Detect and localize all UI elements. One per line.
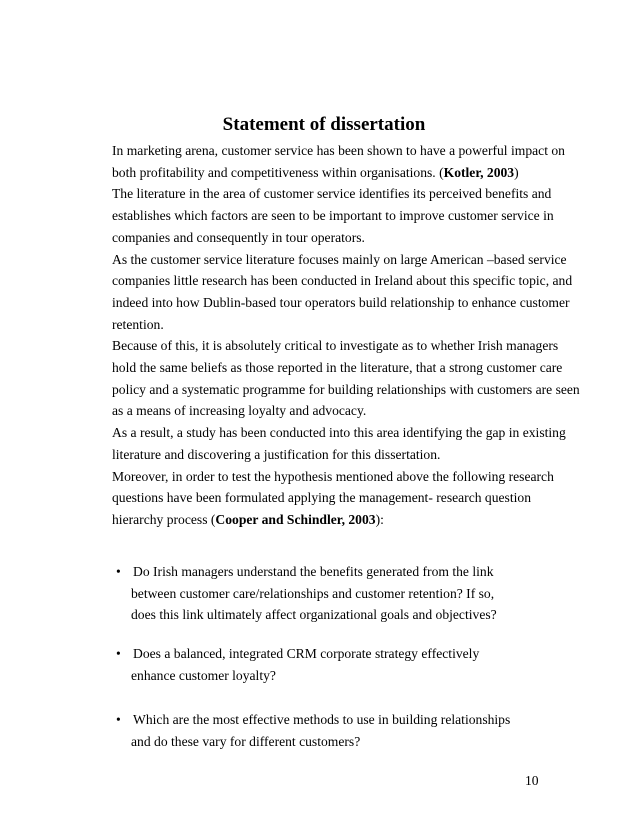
paragraph-2-line-2: establishes which factors are seen to be important to improve customer service in (112, 208, 554, 224)
question-3-line-1: Which are the most effective methods to use in building relationships (133, 712, 511, 727)
paragraph-3-line-1: As the customer service literature focuses mainly on large American –based service (112, 251, 567, 267)
page-title: Statement of dissertation (222, 114, 426, 135)
paragraph-1-line-1: In marketing arena, customer service has been shown to have a powerful impact on (112, 143, 565, 158)
paragraph-6-line-2: questions have been formulated applying the management- research question (112, 490, 531, 506)
bullet-icon: • (116, 712, 121, 727)
bullet-icon: • (116, 564, 121, 579)
paragraph-4-line-2: hold the same beliefs as those reported in the literature, that a strong customer care (112, 360, 563, 376)
question-2 (112, 643, 572, 686)
bullet-icon: • (116, 646, 121, 661)
paragraph-2-line-3: companies and consequently in tour operators. (112, 229, 365, 245)
citation-kotler: Kotler, 2003 (443, 164, 515, 180)
citation-cooper-schindler: Cooper and Schindler, 2003 (215, 511, 376, 527)
question-1-line-2: between customer care/relationships and customer retention? If so, (131, 585, 495, 601)
paragraph-4-line-4: as a means of increasing loyalty and advocacy. (112, 403, 367, 419)
paragraph-3-line-2: companies little research has been conducted in Ireland about this specific topic, and (112, 273, 573, 289)
paragraph-5-line-1: As a result, a study has been conducted into this area identifying the gap in existing (112, 425, 566, 441)
paragraph-3-line-4: retention. (112, 316, 164, 332)
paragraph-6-line-3 (112, 509, 562, 531)
page-number: 10 (525, 773, 539, 788)
paragraph-1-text: both profitability and competitiveness within organisations. ( (112, 164, 444, 180)
question-1 (112, 561, 572, 626)
paragraph-4-line-3: policy and a systematic programme for building relationships with customers are seen (112, 381, 580, 397)
question-1-line-3: does this link ultimately affect organizational goals and objectives? (131, 607, 497, 623)
question-1-line-1: Do Irish managers understand the benefits generated from the link (133, 564, 494, 579)
paragraph-3-line-3: indeed into how Dublin-based tour operators build relationship to enhance customer (112, 294, 570, 310)
question-3-line-2: and do these vary for different customers? (131, 733, 361, 749)
paragraph-6-line-1: Moreover, in order to test the hypothesis mentioned above the following research (112, 468, 554, 484)
body-text (112, 140, 580, 531)
question-2-line-1: Does a balanced, integrated CRM corporate strategy effectively (133, 646, 480, 661)
paragraph-1-line-2 (112, 162, 562, 184)
paragraph-6-text: hierarchy process ( (112, 511, 216, 527)
paragraph-1-close: ) (514, 164, 519, 180)
paragraph-4-line-1: Because of this, it is absolutely critical to investigate as to whether Irish managers (112, 338, 559, 354)
paragraph-6-close: ): (375, 511, 384, 527)
question-2-line-2: enhance customer loyalty? (131, 667, 276, 683)
paragraph-2-line-1: The literature in the area of customer service identifies its perceived benefits and (112, 186, 552, 202)
paragraph-5-line-2: literature and discovering a justification for this dissertation. (112, 446, 441, 462)
question-3 (112, 709, 572, 752)
